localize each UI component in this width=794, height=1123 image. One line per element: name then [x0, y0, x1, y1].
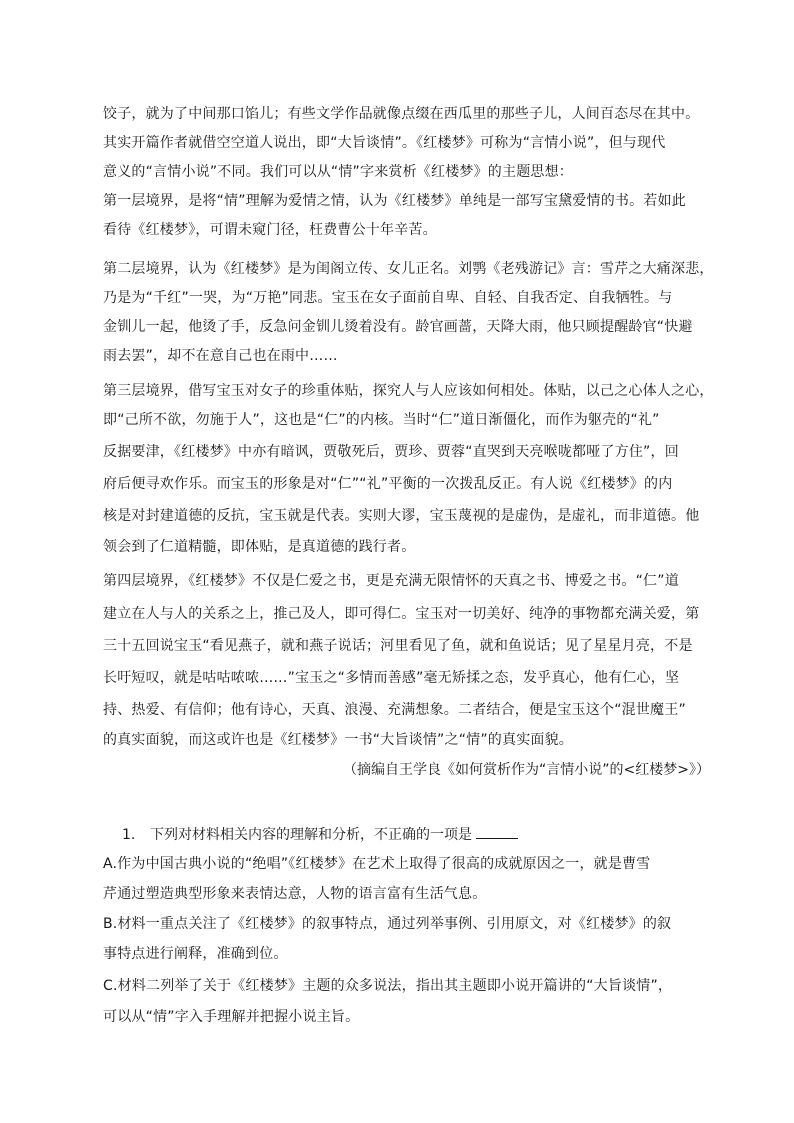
- passage-line: 金钏儿一起，他烫了手，反急问金钏儿烫着没有。龄官画蔷，天降大雨，他只顾提醒龄官“快避: [103, 319, 693, 335]
- question-text: 下列对材料相关内容的理解和分析，不正确的一项是: [150, 827, 472, 843]
- passage-line: 第二层境界，认为《红楼梦》是为闺阁立传、女儿正名。刘鹗《老残游记》言：雪芹之大痛深悲，: [103, 261, 714, 277]
- passage-line: 建立在人与人的关系之上，推己及人，即可得仁。宝玉对一切美好、纯净的事物都充满关爱，第: [103, 606, 700, 622]
- passage-line: 雨去罢”，却不在意自己也在雨中……: [103, 348, 338, 364]
- passage-line: 意义的“言情小说”不同。我们可以从“情”字来赏析《红楼梦》的主题思想：: [103, 164, 574, 180]
- passage-line: 即“己所不欲，勿施于人”，这也是“仁”的内核。当时“仁”道日渐僵化，而作为躯壳的“礼”: [103, 412, 660, 428]
- passage-line: 第四层境界，《红楼梦》不仅是仁爱之书，更是充满无限情怀的天真之书、博爱之书。“仁”道: [103, 573, 679, 589]
- passage-line: 反据要津，《红楼梦》中亦有暗讽，贾敬死后，贾珍、贾蓉“直哭到天亮喉咙都哑了方住”，回: [103, 444, 679, 460]
- passage-line: 长吁短叹，就是咕咕哝哝……”宝玉之“多情而善感”毫无矫揉之态，发乎真心，他有仁心，坚: [103, 670, 680, 686]
- passage-line: 饺子，就为了中间那口馅儿；有些文学作品就像点缀在西瓜里的那些子儿，人间百态尽在其中。: [103, 106, 700, 122]
- answer-blank[interactable]: [476, 824, 518, 839]
- option-a-line-1: A.作为中国古典小说的“绝唱”《红楼梦》在艺术上取得了很高的成就原因之一，就是曹雪: [103, 856, 651, 872]
- passage-line: 其实开篇作者就借空空道人说出，即“大旨谈情”。《红楼梦》可称为“言情小说”，但与现代: [103, 135, 666, 151]
- passage-line: 第一层境界，是将“情”理解为爱情之情，认为《红楼梦》单纯是一部写宝黛爱情的书。若如此: [103, 193, 686, 209]
- option-b-line-2: 事特点进行阐释，准确到位。: [103, 946, 288, 962]
- passage-line: 第三层境界，借写宝玉对女子的珍重体贴，探究人与人应该如何相处。体贴，以己之心体人之心，: [103, 383, 714, 399]
- passage-line: 核是对封建道德的反抗，宝玉就是代表。实则大谬，宝玉蔑视的是虚伪，是虚礼，而非道德。他: [103, 508, 700, 524]
- option-c-line-2: 可以从“情”字入手理解并把握小说主旨。: [103, 1009, 360, 1025]
- option-b-line-1: B.材料一重点关注了《红楼梦》的叙事特点，通过列举事例、引用原文，对《红楼梦》的叙: [103, 916, 672, 932]
- passage-line: 领会到了仁道精髓，即体贴，是真道德的践行者。: [103, 539, 416, 555]
- passage-line: 持、热爱、有信仰；他有诗心，天真、浪漫、充满想象。二者结合，便是宝玉这个“混世魔王”: [103, 702, 686, 718]
- question-number: 1.: [122, 827, 136, 843]
- passage-line: 三十五回说宝玉“看见燕子，就和燕子说话；河里看见了鱼，就和鱼说话；见了星星月亮，不是: [103, 638, 693, 654]
- question-stem: [122, 824, 518, 845]
- option-c-line-1: C.材料二列举了关于《红楼梦》主题的众多说法，指出其主题即小说开篇讲的“大旨谈情”，: [103, 978, 673, 994]
- passage-line: 的真实面貌，而这或许也是《红楼梦》一书“大旨谈情”之“情”的真实面貌。: [103, 732, 574, 748]
- passage-line: 乃是为“千红”一哭，为“万艳”同悲。宝玉在女子面前自卑、自轻、自我否定、自我牺牲。与: [103, 290, 673, 306]
- passage-line: 府后便寻欢作乐。而宝玉的形象是对“仁”“礼”平衡的一次拨乱反正。有人说《红楼梦》的内: [103, 476, 673, 492]
- option-a-line-2: 芹通过塑造典型形象来表情达意，人物的语言富有生活气息。: [103, 886, 487, 902]
- passage-line: 看待《红楼梦》，可谓未窥门径，枉费曹公十年辛苦。: [103, 222, 437, 238]
- source-citation: （摘编自王学良《如何赏析作为“言情小说”的<红楼梦>》）: [343, 762, 710, 778]
